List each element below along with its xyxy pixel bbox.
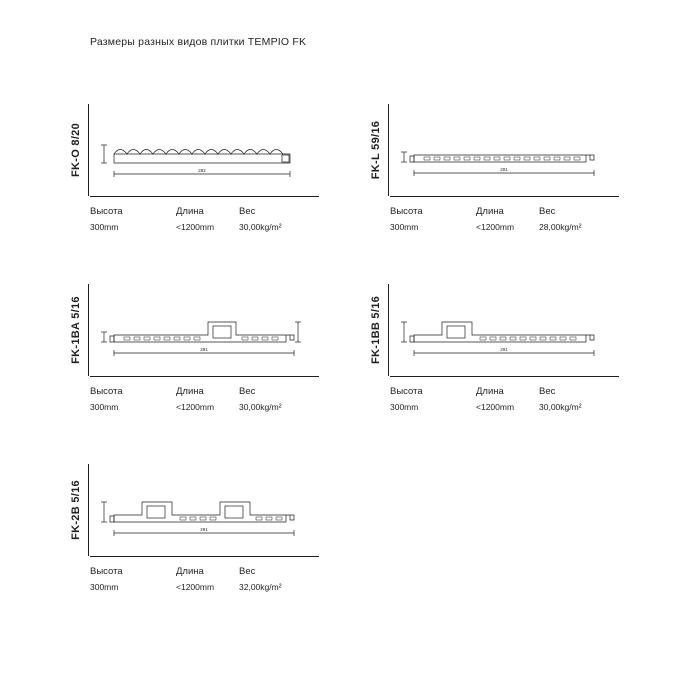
spec-header-length: Длина (476, 386, 504, 397)
profile-drawing-flat (390, 104, 619, 196)
card-vertical-divider (88, 464, 89, 556)
card-vertical-divider (388, 284, 389, 376)
spec-header-length: Длина (476, 206, 504, 217)
page-title: Размеры разных видов плитки TEMPIO FK (90, 36, 307, 48)
spec-header-height: Высота (390, 206, 423, 217)
product-code-text: FK-O 8/20 (70, 122, 82, 178)
spec-value-row (390, 217, 619, 232)
card-vertical-divider (88, 104, 89, 196)
spec-value-weight: 32,00kg/m² (239, 582, 282, 592)
spec-table (90, 376, 319, 412)
spec-value-row (90, 397, 319, 412)
spec-header-weight: Вес (539, 206, 556, 217)
spec-value-weight: 30,00kg/m² (239, 222, 282, 232)
dimension-label: 291 (200, 527, 208, 532)
spec-value-row (90, 217, 319, 232)
spec-value-weight: 30,00kg/m² (539, 402, 582, 412)
spec-table (90, 196, 319, 232)
spec-table (390, 196, 619, 232)
spec-header-height: Высота (390, 386, 423, 397)
spec-header-weight: Вес (239, 206, 256, 217)
spec-header-weight: Вес (239, 386, 256, 397)
card-vertical-divider (388, 104, 389, 196)
spec-header-row (90, 556, 319, 577)
spec-value-length: <1200mm (476, 402, 515, 412)
spec-value-length: <1200mm (176, 222, 215, 232)
spec-header-height: Высота (90, 206, 123, 217)
spec-value-height: 300mm (390, 402, 419, 412)
dimension-label: 291 (500, 167, 508, 172)
product-code-label (364, 284, 388, 376)
product-code-label (64, 284, 88, 376)
profile-drawing-one-block-right (90, 284, 319, 376)
profile-drawing-wave (90, 104, 319, 196)
spec-value-height: 300mm (90, 582, 119, 592)
spec-table (90, 556, 319, 592)
spec-value-height: 300mm (390, 222, 419, 232)
spec-header-row (390, 196, 619, 217)
spec-header-weight: Вес (239, 566, 256, 577)
spec-header-length: Длина (176, 386, 204, 397)
spec-table (390, 376, 619, 412)
card-vertical-divider (88, 284, 89, 376)
spec-header-length: Длина (176, 206, 204, 217)
spec-value-length: <1200mm (176, 582, 215, 592)
product-code-text: FK-1BB 5/16 (370, 295, 383, 365)
dimension-label: 291 (200, 347, 208, 352)
spec-value-row (90, 577, 319, 592)
spec-value-height: 300mm (90, 222, 119, 232)
spec-header-height: Высота (90, 386, 123, 397)
spec-header-row (90, 376, 319, 397)
spec-value-weight: 30,00kg/m² (239, 402, 282, 412)
spec-header-row (90, 196, 319, 217)
product-code-text: FK-L 59/16 (370, 120, 382, 180)
product-code-text: FK-1BA 5/16 (70, 296, 83, 364)
profile-drawing-one-block-left (390, 284, 619, 376)
spec-header-height: Высота (90, 566, 123, 577)
product-code-label (64, 464, 88, 556)
spec-header-row (390, 376, 619, 397)
profile-drawing-two-blocks (90, 464, 319, 556)
spec-header-length: Длина (176, 566, 204, 577)
product-code-text: FK-2B 5/16 (70, 480, 83, 540)
spec-header-weight: Вес (539, 386, 556, 397)
spec-value-length: <1200mm (476, 222, 515, 232)
spec-value-length: <1200mm (176, 402, 215, 412)
product-code-label (364, 104, 388, 196)
dimension-label: 291 (500, 347, 508, 352)
spec-value-weight: 28,00kg/m² (539, 222, 582, 232)
dimension-label: 292 (198, 168, 206, 173)
spec-value-row (390, 397, 619, 412)
product-code-label (64, 104, 88, 196)
spec-value-height: 300mm (90, 402, 119, 412)
